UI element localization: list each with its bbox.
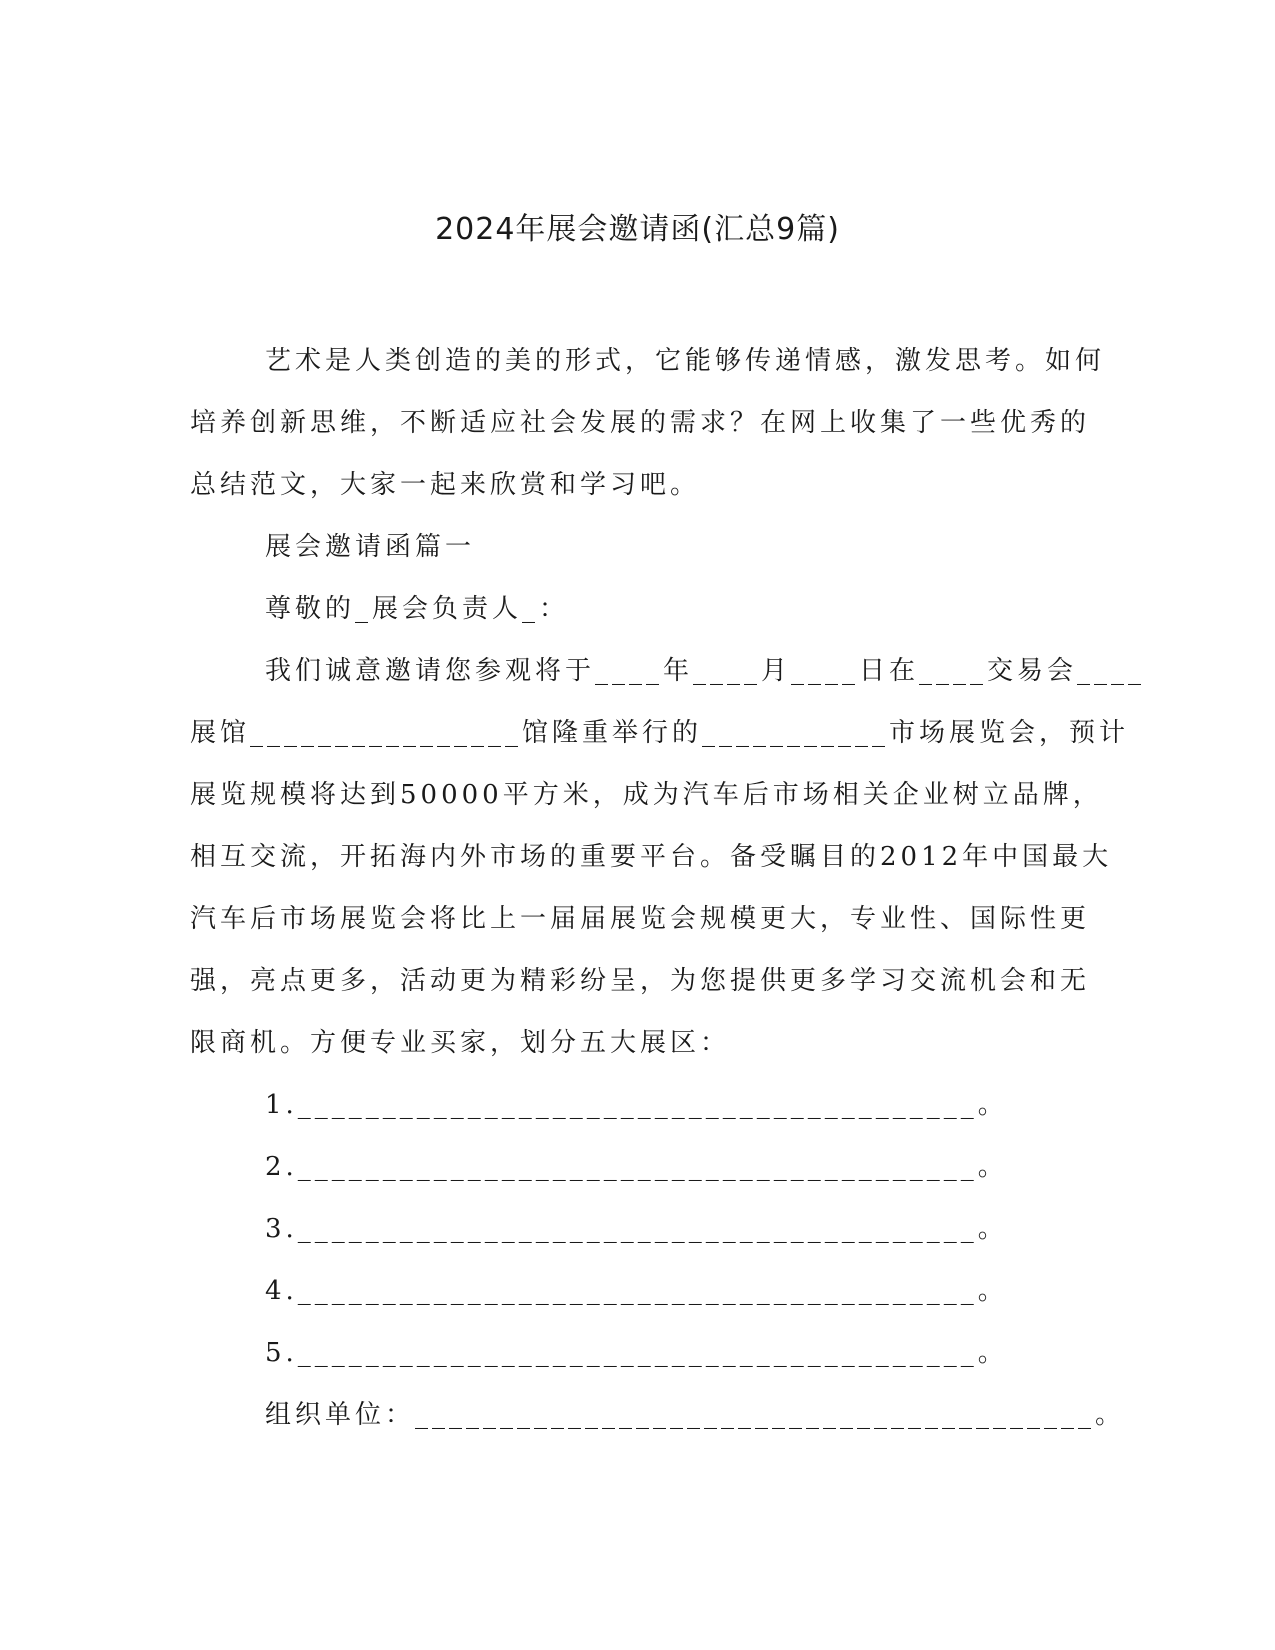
list-item: 5.________________________________________。 — [265, 1338, 1008, 1368]
salutation: 尊敬的_展会负责人_： — [265, 594, 570, 624]
list-item: 1.________________________________________。 — [265, 1090, 1008, 1120]
paragraph-line: 限商机。方便专业买家，划分五大展区： — [190, 1028, 731, 1058]
paragraph-line: 展览规模将达到50000平方米，成为汽车后市场相关企业树立品牌， — [190, 780, 1103, 810]
paragraph-line: 培养创新思维，不断适应社会发展的需求？在网上收集了一些优秀的 — [190, 408, 1091, 438]
paragraph-line: 强，亮点更多，活动更为精彩纷呈，为您提供更多学习交流机会和无 — [190, 966, 1091, 996]
paragraph-line: 相互交流，开拓海内外市场的重要平台。备受瞩目的2012年中国最大 — [190, 842, 1113, 872]
list-item: 3.________________________________________。 — [265, 1214, 1008, 1244]
organizer-line: 组织单位：________________________________________。 — [265, 1400, 1126, 1430]
list-item: 2.________________________________________。 — [265, 1152, 1008, 1182]
paragraph-line: 总结范文，大家一起来欣赏和学习吧。 — [190, 470, 701, 500]
paragraph-line: 我们诚意邀请您参观将于____年____月____日在____交易会____ — [265, 656, 1146, 686]
section-heading: 展会邀请函篇一 — [265, 532, 476, 562]
paragraph-line: 汽车后市场展览会将比上一届届展览会规模更大，专业性、国际性更 — [190, 904, 1091, 934]
paragraph-line: 艺术是人类创造的美的形式，它能够传递情感，激发思考。如何 — [265, 346, 1106, 376]
document-body — [190, 330, 1146, 1446]
paragraph-line: 展馆________________馆隆重举行的___________市场展览会，预计 — [190, 718, 1130, 748]
list-item: 4.________________________________________。 — [265, 1276, 1008, 1306]
document-title: 2024年展会邀请函(汇总9篇) — [435, 212, 840, 247]
